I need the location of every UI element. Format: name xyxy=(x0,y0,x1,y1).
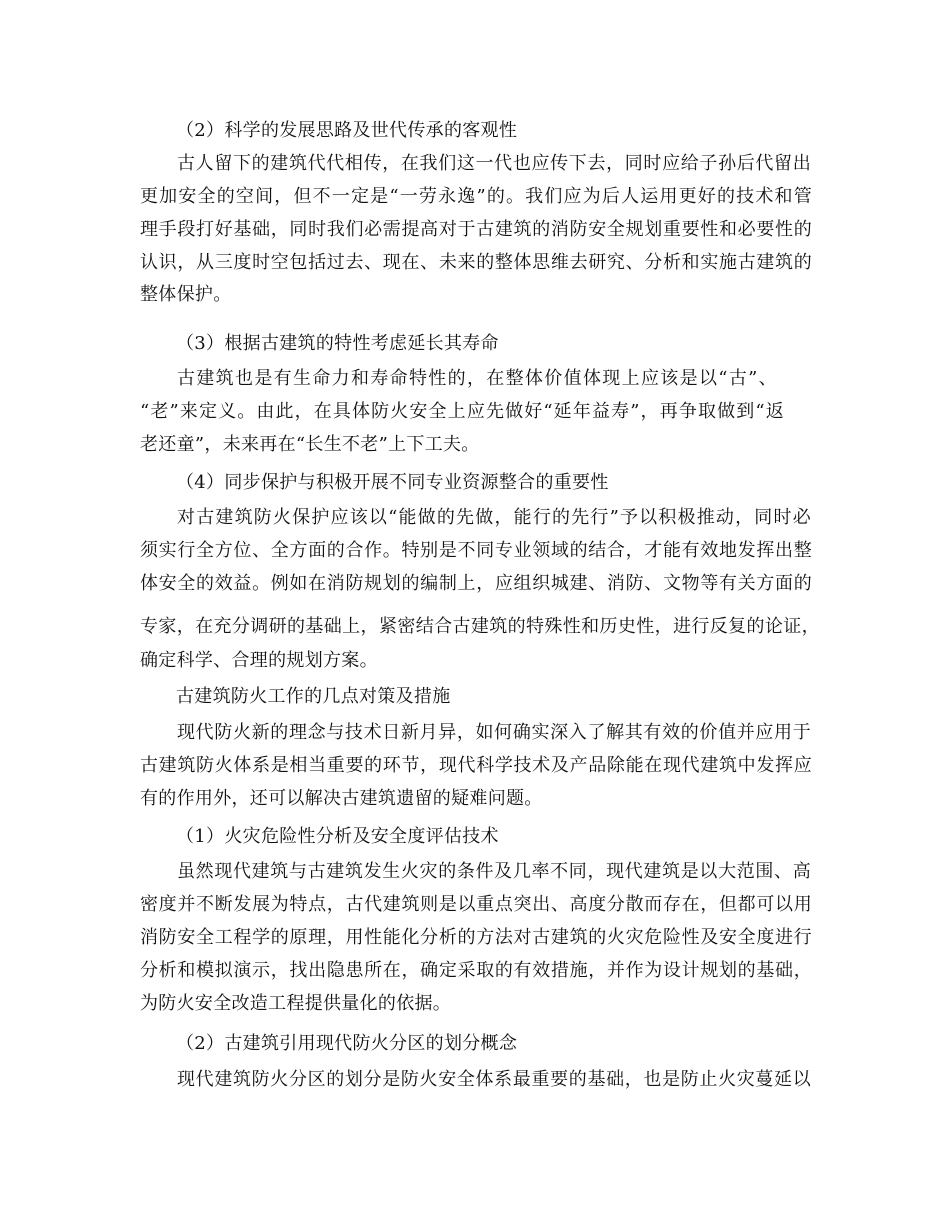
paragraph-line: 古建筑防火体系是相当重要的环节，现代科学技术及产品除能在现代建筑中发挥应 xyxy=(140,755,812,776)
paragraph-line: 现代防火新的理念与技术日新月异，如何确实深入了解其有效的价值并应用于 xyxy=(177,722,811,743)
heading-1-risk-analysis: （1）火灾危险性分析及安全度评估技术 xyxy=(176,826,499,847)
paragraph-line: 古建筑也是有生命力和寿命特性的，在整体价值体现上应该是以“古”、 xyxy=(177,368,777,389)
paragraph-line: 虽然现代建筑与古建筑发生火灾的条件及几率不同，现代建筑是以大范围、高 xyxy=(177,861,811,882)
paragraph-line: 认识，从三度时空包括过去、现在、未来的整体思维去研究、分析和实施古建筑的 xyxy=(140,252,812,273)
paragraph-line: 消防安全工程学的原理，用性能化分析的方法对古建筑的火灾危险性及安全度进行 xyxy=(140,927,812,948)
paragraph-line: 为防火安全改造工程提供量化的依据。 xyxy=(140,993,452,1014)
paragraph-line: 分析和模拟演示，找出隐患所在，确定采取的有效措施，并作为设计规划的基础， xyxy=(140,960,812,981)
paragraph-line: 有的作用外，还可以解决古建筑遗留的疑难问题。 xyxy=(140,788,543,809)
paragraph-line: 对古建筑防火保护应该以“能做的先做，能行的先行”予以积极推动，同时必 xyxy=(177,507,811,528)
heading-4-resource-integration: （4）同步保护与积极开展不同专业资源整合的重要性 xyxy=(176,472,609,493)
paragraph-line: 老还童”，未来再在“长生不老”上下工夫。 xyxy=(140,434,480,455)
paragraph-line: 古人留下的建筑代代相传，在我们这一代也应传下去，同时应给子孙后代留出 xyxy=(177,153,811,174)
section-heading-countermeasures: 古建筑防火工作的几点对策及措施 xyxy=(176,686,451,707)
paragraph-line: 更加安全的空间，但不一定是“一劳永逸”的。我们应为后人运用更好的技术和管 xyxy=(140,186,812,207)
paragraph-line: “老”来定义。由此，在具体防火安全上应先做好“延年益寿”，再争取做到“返 xyxy=(140,401,784,422)
paragraph-line: 整体保护。 xyxy=(140,284,232,305)
paragraph-line: 确定科学、合理的规划方案。 xyxy=(140,650,378,671)
paragraph-line: 体安全的效益。例如在消防规划的编制上，应组织城建、消防、文物等有关方面的 xyxy=(140,573,812,594)
paragraph-line: 须实行全方位、全方面的合作。特别是不同专业领域的结合，才能有效地发挥出整 xyxy=(140,540,812,561)
heading-3-extend-lifespan: （3）根据古建筑的特性考虑延长其寿命 xyxy=(176,333,499,354)
heading-2-fire-compartment: （2）古建筑引用现代防火分区的划分概念 xyxy=(176,1033,518,1054)
paragraph-line: 理手段打好基础，同时我们必需提高对于古建筑的消防安全规划重要性和必要性的 xyxy=(140,219,812,240)
heading-2-scientific-approach: （2）科学的发展思路及世代传承的客观性 xyxy=(176,120,518,141)
paragraph-line: 现代建筑防火分区的划分是防火安全体系最重要的基础，也是防止火灾蔓延以 xyxy=(177,1069,811,1090)
paragraph-line: 密度并不断发展为特点，古代建筑则是以重点突出、高度分散而存在，但都可以用 xyxy=(140,894,812,915)
paragraph-line: 专家，在充分调研的基础上，紧密结合古建筑的特殊性和历史性，进行反复的论证， xyxy=(140,616,820,637)
